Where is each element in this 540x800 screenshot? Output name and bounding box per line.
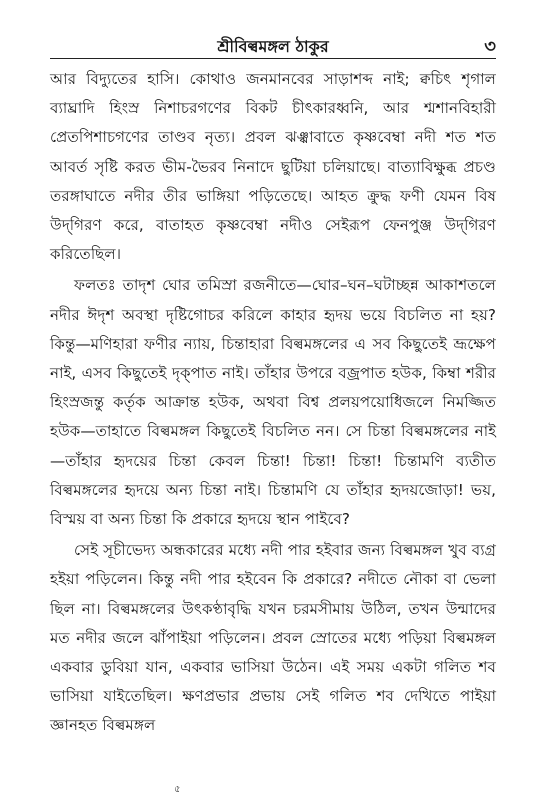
footer-mark: ৫ bbox=[174, 784, 181, 795]
paragraph-3: সেই সূচীভেদ্য অন্ধকারের মধ্যে নদী পার হইবার জন্য বিল্বমঙ্গল খুব ব্যগ্র হইয়া পড়িলেন। কিন্তু নদী পার হইবেন কি প্রকারে? নদীতে নৌকা বা ভেলা ছিল না। বিল্বমঙ্গলের উৎকণ্ঠাবৃদ্ধি যখন চরমসীমায় উঠিল, তখন উন্মাদের মত নদীর জলে ঝাঁপাইয়া পড়িলেন। প্রবল স্রোতের মধ্যে পড়িয়া বিল্বমঙ্গল একবার ডুবিয়া যান, একবার ভাসিয়া উঠেন। এই সময় একটা গলিত শব ভাসিয়া যাইতেছিল। ক্ষণপ্রভার প্রভায় সেই গলিত শব দেখিতে পাইয়া জ্ঞানহত বিল্বমঙ্গল bbox=[50, 541, 496, 735]
paragraph-2: ফলতঃ তাদৃশ ঘোর তমিস্রা রজনীতে—ঘোর–ঘন–ঘটাচ্ছন্ন আকাশতলে নদীর ঈদৃশ অবস্থা দৃষ্টিগোচর করিলে কাহার হৃদয় ভয়ে বিচলিত না হয়? কিন্তু—মণিহারা ফণীর ন্যায়, চিন্তাহারা বিল্বমঙ্গলের এ সব কিছুতেই ভ্রূক্ষেপ নাই, এসব কিছুতেই দৃক্‌পাত নাই। তাঁহার উপরে বজ্রপাত হউক, কিম্বা শরীর হিংস্রজন্তু কর্তৃক আক্রান্ত হউক, অথবা বিশ্ব প্রলয়পয়োধিজলে নিমজ্জিত হউক—তাহাতে বিল্বমঙ্গল কিছুতেই বিচলিত নন। সে চিন্তা বিল্বমঙ্গলের নাই —তাঁহার হৃদয়ের চিন্তা কেবল চিন্তা! চিন্তা! চিন্তা! চিন্তামণি ব্যতীত বিল্বমঙ্গলের হৃদয়ে অন্য চিন্তা নাই। চিন্তামণি যে তাঁহার হৃদয়জোড়া! ভয়, বিস্ময় বা অন্য চিন্তা কি প্রকারে হৃদয়ে স্থান পাইবে? bbox=[50, 276, 496, 529]
body-text bbox=[50, 65, 496, 741]
page-number: ৩ bbox=[484, 36, 496, 57]
header-title: শ্রীবিল্বমঙ্গল ঠাকুর bbox=[217, 37, 329, 56]
paragraph-1: আর বিদ্যুতের হাসি। কোথাও জনমানবের সাড়াশব্দ নাই; ক্বচিৎ শৃগাল ব্যাঘ্রাদি হিংস্র নিশাচরগণের বিকট চীৎকারধ্বনি, আর শ্মশানবিহারী প্রেতপিশাচগণের তাণ্ডব নৃত্য। প্রবল ঝঞ্ঝাবাতে কৃষ্ণবেম্বা নদী শত শত আবর্ত সৃষ্টি করত ভীম-ভৈরব নিনাদে ছুটিয়া চলিয়াছে। বাত্যাবিক্ষুব্ধ প্রচণ্ড তরঙ্গাঘাতে নদীর তীর ভাঙ্গিয়া পড়িতেছে। আহত ক্রুদ্ধ ফণী যেমন বিষ উদ্‌গিরণ করে, বাতাহত কৃষ্ণবেম্বা নদীও সেইরূপ ফেনপুঞ্জ উদ্‌গিরণ করিতেছিল। bbox=[50, 70, 496, 264]
running-header bbox=[50, 32, 496, 59]
